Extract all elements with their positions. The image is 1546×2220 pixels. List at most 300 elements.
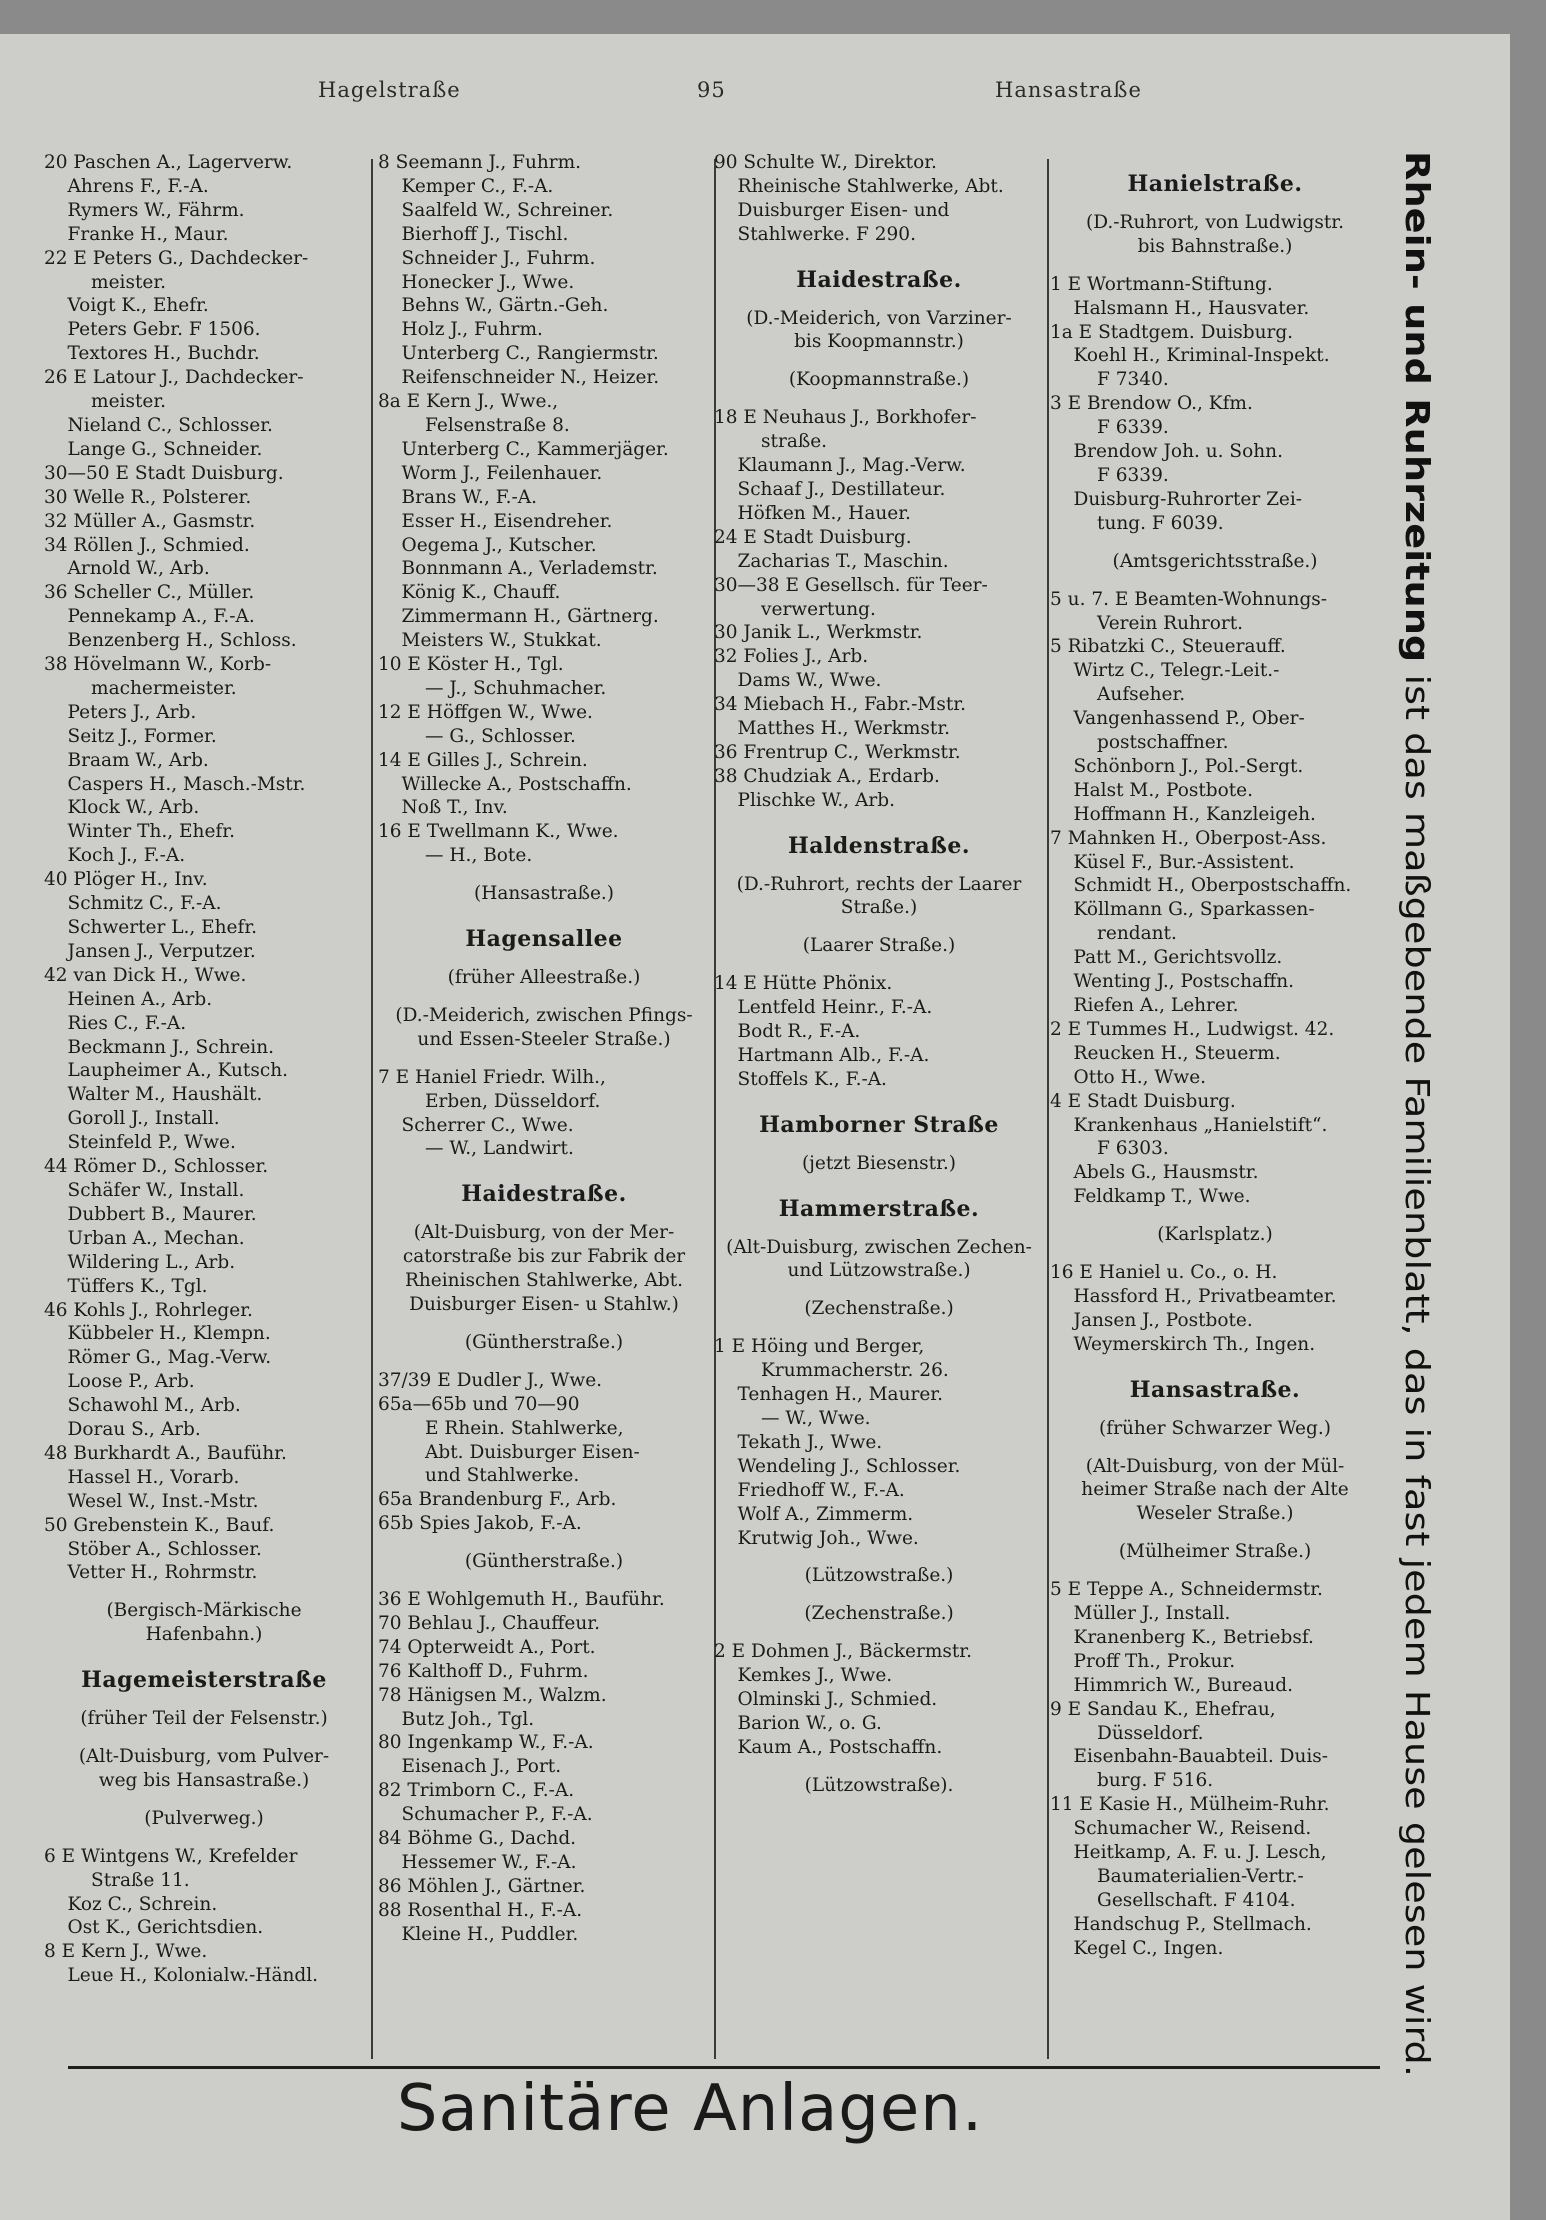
directory-entry: 5 E Teppe A., Schneidermstr. [1050,1579,1323,1601]
directory-entry: Seitz J., Former. [44,725,217,747]
directory-entry: Römer G., Mag.-Verw. [44,1347,272,1369]
street-heading: Hammerstraße. [778,1195,980,1222]
directory-entry: Baumaterialien-Vertr.- [1050,1866,1304,1887]
svg-text:Rhein- und Ruhrzeitung ist das [1398,151,1437,2077]
directory-entry: Voigt K., Ehefr. [44,295,209,317]
street-note: (Zechenstraße.) [804,1603,954,1625]
directory-entry: Brans W., F.-A. [378,486,538,508]
directory-entry: — W., Landwirt. [378,1138,574,1160]
directory-entry: 90 Schulte W., Direktor. [714,152,937,173]
directory-entry: 65b Spies Jakob, F.-A. [378,1513,582,1535]
directory-entry: Wirtz C., Telegr.-Leit.- [1050,660,1280,682]
street-note: bis Bahnstraße.) [1137,235,1293,257]
directory-entry: Barion W., o. G. [714,1712,882,1734]
directory-entry: König K., Chauff. [378,582,561,604]
directory-entry: Olminski J., Schmied. [714,1689,938,1711]
spacer [44,1731,364,1745]
directory-entry: 44 Römer D., Schlosser. [44,1156,269,1178]
directory-entry: Friedhoff W., F.-A. [714,1479,905,1501]
directory-entry: 16 E Haniel u. Co., o. H. [1050,1262,1278,1284]
directory-entry: 16 E Twellmann K., Wwe. [378,821,619,843]
spacer [1050,1526,1380,1540]
directory-entry: 8 Seemann J., Fuhrm. [378,152,582,173]
directory-entry: 1 E Wortmann-Stiftung. [1050,273,1273,295]
directory-entry: Tenhagen H., Maurer. [714,1384,943,1406]
directory-entry: F 7340. [1050,369,1169,391]
directory-entry: 36 Frentrup C., Werkmstr. [714,741,961,763]
directory-entry: Esser H., Eisendreher. [378,510,613,532]
directory-entry: 24 E Stadt Duisburg. [714,526,912,548]
directory-entry: 3 E Brendow O., Kfm. [1050,393,1253,415]
directory-entry: Holz J., Fuhrm. [378,319,543,341]
directory-entry: 30 Janik L., Werkmstr. [714,622,923,644]
street-heading: Hansastraße. [1129,1376,1301,1403]
street-note: (Hansastraße.) [473,883,615,905]
directory-entry: Textores H., Buchdr. [44,343,260,365]
directory-entry: Urban A., Mechan. [44,1227,245,1249]
directory-entry: Butz Joh., Tgl. [378,1708,535,1730]
street-note: (Zechenstraße.) [804,1298,954,1320]
directory-entry: 70 Behlau J., Chauffeur. [378,1612,600,1634]
directory-entry: 7 E Haniel Friedr. Wilh., [378,1066,606,1088]
directory-entry: Weymerskirch Th., Ingen. [1050,1333,1316,1355]
spacer [714,958,1044,972]
directory-entry: Hassford H., Privatbeamter. [1050,1285,1337,1307]
street-note: (Mülheimer Straße.) [1118,1541,1312,1563]
directory-entry: F 6339. [1050,464,1169,486]
directory-entry: Steinfeld P., Wwe. [44,1132,236,1154]
directory-entry: Wesel W., Inst.-Mstr. [44,1490,259,1512]
street-heading: Haldenstraße. [787,832,971,859]
spacer [1050,536,1380,550]
directory-entry: F 6339. [1050,417,1169,439]
street-note: und Lützowstraße.) [787,1260,971,1282]
street-heading: Hagensallee [465,926,623,953]
directory-entry: 20 Paschen A., Lagerverw. [44,152,293,173]
street-note: (früher Alleestraße.) [447,967,641,988]
directory-entry: Schönborn J., Pol.-Sergt. [1050,755,1304,777]
directory-entry: 5 u. 7. E Beamten-Wohnungs- [1050,588,1328,610]
spacer [1050,574,1380,588]
street-note: heimer Straße nach der Alte [1081,1479,1349,1501]
directory-entry: Kübbeler H., Klempn. [44,1323,271,1345]
directory-entry: Müller J., Install. [1050,1603,1231,1625]
directory-entry: 8 E Kern J., Wwe. [44,1941,208,1963]
directory-entry: Stahlwerke. F 290. [714,223,916,245]
directory-entry: Kleine H., Puddler. [378,1923,579,1945]
spacer [378,1052,710,1066]
directory-entry: Köllmann G., Sparkassen- [1050,899,1315,921]
street-note: Rheinischen Stahlwerke, Abt. [404,1270,684,1292]
street-note: (Alt-Duisburg, von der Mül- [1085,1455,1345,1477]
directory-entry: Behns W., Gärtn.-Geh. [378,295,609,317]
spacer [1050,1441,1380,1455]
street-note: (Alt-Duisburg, vom Pulver- [78,1746,330,1767]
directory-entry: Hassel H., Vorarb. [44,1466,240,1488]
directory-entry: Kegel C., Ingen. [1050,1937,1224,1959]
directory-entry: 4 E Stadt Duisburg. [1050,1090,1236,1112]
directory-entry: Matthes H., Werkmstr. [714,718,951,740]
column-divider [1047,159,1049,2059]
directory-entry: Koz C., Schrein. [44,1893,218,1915]
spacer [378,1317,710,1331]
directory-entry: Tekath J., Wwe. [714,1431,883,1453]
header-left: Hagelstraße [318,78,461,102]
directory-entry: Straße 11. [44,1869,190,1891]
directory-entry: 30 Welle R., Polsterer. [44,486,252,508]
directory-entry: 42 van Dick H., Wwe. [44,964,247,986]
directory-entry: Hartmann Alb., F.-A. [714,1045,930,1066]
column-4 [1050,151,1380,1961]
directory-entry: Bodt R., F.-A. [714,1021,861,1043]
bottom-rule [68,2066,1380,2069]
street-note: (Alt-Duisburg, von der Mer- [413,1222,675,1244]
street-note: (Alt-Duisburg, zwischen Zechen- [726,1236,1032,1258]
spacer [714,1760,1044,1774]
directory-entry: rendant. [1050,923,1177,945]
directory-entry: Proff Th., Prokur. [1050,1650,1236,1672]
directory-entry: Goroll J., Install. [44,1108,220,1130]
directory-entry: 88 Rosenthal H., F.-A. [378,1899,583,1921]
street-note: und Essen-Steeler Straße.) [417,1028,671,1050]
street-note: (Lützowstraße.) [804,1565,954,1587]
directory-entry: Wendeling J., Schlosser. [714,1455,961,1477]
spacer [378,1574,710,1588]
directory-entry: Dams W., Wwe. [714,670,882,692]
directory-entry: Walter M., Haushält. [44,1084,263,1106]
directory-entry: Unterberg C., Kammerjäger. [378,438,669,460]
directory-entry: 32 Folies J., Arb. [714,646,869,668]
spacer [714,1588,1044,1602]
street-note: (Koopmannstraße.) [788,369,970,391]
directory-entry: Jansen J., Postbote. [1050,1309,1253,1331]
column-1 [44,151,364,1988]
directory-entry: Rymers W., Fährm. [44,199,245,221]
header-right: Hansastraße [995,78,1142,102]
directory-entry: Verein Ruhrort. [1050,612,1244,634]
directory-entry: 76 Kalthoff D., Fuhrm. [378,1660,589,1682]
spacer [44,1793,364,1807]
directory-entry: 84 Böhme G., Dachd. [378,1828,577,1850]
street-note: (früher Schwarzer Weg.) [1099,1417,1331,1439]
spacer [714,1283,1044,1297]
directory-entry: 34 Miebach H., Fabr.-Mstr. [714,694,966,716]
directory-entry: Patt M., Gerichtsvollz. [1050,947,1283,969]
directory-entry: 2 E Tummes H., Ludwigst. 42. [1050,1018,1335,1040]
directory-page [0,34,1510,2220]
directory-entry: Franke H., Maur. [44,223,229,245]
directory-entry: Abt. Duisburger Eisen- [378,1441,640,1463]
directory-entry: Schumacher P., F.-A. [378,1804,593,1826]
spacer [714,1626,1044,1640]
street-note: Weseler Straße.) [1136,1503,1294,1525]
directory-entry: Kranenberg K., Betriebsf. [1050,1626,1314,1648]
directory-entry: 78 Hänigsen M., Walzm. [378,1684,607,1706]
directory-entry: Bonnmann A., Verlademstr. [378,558,658,580]
street-note: (Güntherstraße.) [464,1331,624,1353]
side-advertisement-banner [1394,151,1440,2079]
directory-entry: Peters Gebr. F 1506. [44,319,261,341]
street-note: (D.-Meiderich, zwischen Pfings- [395,1004,693,1026]
directory-entry: Höfken M., Hauer. [714,502,911,524]
directory-entry: Krankenhaus „Hanielstift“. [1050,1114,1328,1136]
directory-entry: 74 Opterweidt A., Port. [378,1636,596,1658]
street-heading: Hagemeisterstraße [81,1667,327,1694]
directory-entry: 10 E Köster H., Tgl. [378,654,564,676]
directory-entry: Eisenach J., Port. [378,1756,562,1778]
directory-entry: — J., Schuhmacher. [378,677,607,699]
directory-entry: Duisburger Eisen- und [714,199,950,221]
directory-entry: Reifenschneider N., Heizer. [378,367,660,389]
directory-entry: Ost K., Gerichtsdien. [44,1917,264,1939]
directory-entry: Koch J., F.-A. [44,845,186,867]
spacer [714,1550,1044,1564]
directory-entry: Klock W., Arb. [44,797,200,819]
directory-entry: Krutwig Joh., Wwe. [714,1527,919,1549]
directory-entry: Schneider J., Fuhrm. [378,247,596,269]
street-note: Straße.) [840,897,918,919]
directory-entry: Caspers H., Masch.-Mstr. [44,773,306,795]
directory-entry: Heinen A., Arb. [44,988,213,1010]
directory-entry: Oegema J., Kutscher. [378,534,597,556]
spacer [714,920,1044,934]
directory-entry: verwertung. [714,598,876,620]
directory-entry: Halst M., Postbote. [1050,779,1254,801]
directory-entry: Worm J., Feilenhauer. [378,462,603,484]
directory-entry: Reucken H., Steuerm. [1050,1042,1281,1064]
directory-entry: Kemper C., F.-A. [378,175,554,197]
directory-entry: 36 E Wohlgemuth H., Bauführ. [378,1589,665,1611]
spacer [714,354,1044,368]
advertisement-text: Sanitäre Anlagen. [396,2072,984,2146]
directory-entry: Pennekamp A., F.-A. [44,606,255,628]
directory-entry: Lentfeld Heinr., F.-A. [714,997,933,1019]
directory-entry: E Rhein. Stahlwerke, [378,1417,624,1439]
directory-entry: Wolf A., Zimmerm. [714,1503,914,1525]
directory-entry: postschaffner. [1050,732,1229,754]
directory-entry: Otto H., Wwe. [1050,1066,1207,1088]
directory-entry: — G., Schlosser. [378,725,576,747]
directory-entry: Schwerter L., Ehefr. [44,917,258,938]
directory-entry: 37/39 E Dudler J., Wwe. [378,1369,603,1391]
directory-entry: Unterberg C., Rangiermstr. [378,343,659,365]
column-2 [378,151,710,1947]
street-heading: Haidestraße. [796,266,962,293]
directory-entry: 1a E Stadtgem. Duisburg. [1050,321,1294,343]
directory-entry: Kemkes J., Wwe. [714,1665,893,1687]
directory-entry: 11 E Kasie H., Mülheim-Ruhr. [1050,1794,1330,1816]
directory-entry: 36 Scheller C., Müller. [44,582,255,604]
spacer [1050,1564,1380,1578]
directory-entry: tung. F 6039. [1050,512,1224,534]
directory-entry: Leue H., Kolonialw.-Händl. [44,1965,319,1987]
directory-entry: burg. F 516. [1050,1770,1214,1792]
directory-entry: F 6303. [1050,1138,1169,1160]
street-note: (D.-Ruhrort, rechts der Laarer [736,873,1022,895]
directory-entry: Ries C., F.-A. [44,1012,187,1034]
spacer [1050,259,1380,273]
street-note: (Pulverweg.) [144,1807,264,1829]
page-number: 95 [697,78,726,102]
directory-entry: Vangenhassend P., Ober- [1050,708,1305,730]
street-note: (früher Teil der Felsenstr.) [80,1708,328,1730]
spacer [1050,1209,1380,1223]
directory-entry: machermeister. [44,677,237,699]
directory-entry: 32 Müller A., Gasmstr. [44,510,256,532]
directory-entry: Schaaf J., Destillateur. [714,478,946,500]
directory-entry: 7 Mahnken H., Oberpost-Ass. [1050,827,1327,849]
spacer [378,868,710,882]
directory-entry: Aufseher. [1050,684,1186,706]
directory-entry: 38 Chudziak A., Erdarb. [714,765,940,787]
directory-entry: Krummacherstr. 26. [714,1360,949,1382]
directory-entry: Himmrich W., Bureaud. [1050,1674,1293,1696]
street-note: (Karlsplatz.) [1157,1224,1273,1246]
directory-entry: Plischke W., Arb. [714,789,895,811]
directory-entry: und Stahlwerke. [378,1465,580,1487]
directory-entry: 14 E Gilles J., Schrein. [378,749,588,771]
directory-entry: Willecke A., Postschaffn. [378,773,632,795]
directory-entry: Schmitz C., F.-A. [44,893,222,915]
street-note: (D.-Meiderich, von Varziner- [746,307,1012,329]
directory-entry: Erben, Düsseldorf. [378,1090,601,1112]
directory-entry: Halsmann H., Hausvater. [1050,297,1310,319]
directory-entry: Rheinische Stahlwerke, Abt. [714,175,1004,197]
spacer [714,1321,1044,1335]
directory-entry: Brendow Joh. u. Sohn. [1050,441,1283,463]
street-note: (Bergisch-Märkische [106,1600,302,1622]
spacer [378,1355,710,1369]
column-divider [371,159,373,2059]
directory-entry: Riefen A., Lehrer. [1050,995,1239,1016]
directory-entry: 18 E Neuhaus J., Borkhofer- [714,407,977,429]
directory-entry: Winter Th., Ehefr. [44,821,235,843]
street-note: (Laarer Straße.) [802,935,956,957]
directory-entry: Beckmann J., Schrein. [44,1036,274,1058]
spacer [1050,1247,1380,1261]
directory-entry: 5 Ribatzki C., Steuerauff. [1050,636,1286,658]
directory-entry: Düsseldorf. [1050,1722,1204,1744]
directory-entry: Saalfeld W., Schreiner. [378,199,614,221]
directory-entry: 12 E Höffgen W., Wwe. [378,701,593,723]
directory-entry: Schäfer W., Install. [44,1179,245,1201]
street-heading: Hamborner Straße [759,1111,999,1138]
street-note: (Amtsgerichtsstraße.) [1112,550,1318,572]
banner-bold-text: Rhein- und Ruhrzeitung [1398,151,1437,593]
spacer [378,1536,710,1550]
spacer [44,1585,364,1599]
directory-entry: Noß T., Inv. [378,797,508,819]
directory-entry: Wenting J., Postschaffn. [1050,971,1295,993]
directory-entry: Feldkamp T., Wwe. [1050,1186,1251,1208]
spacer [714,392,1044,406]
directory-entry: — W., Wwe. [714,1407,871,1429]
directory-entry: Gesellschaft. F 4104. [1050,1889,1296,1911]
directory-entry: 22 E Peters G., Dachdecker- [44,247,309,269]
street-note: (D.-Ruhrort, von Ludwigstr. [1086,211,1344,233]
directory-entry: Handschug P., Stellmach. [1050,1913,1312,1935]
directory-entry: Eisenbahn-Bauabteil. Duis- [1050,1746,1329,1768]
directory-entry: 80 Ingenkamp W., F.-A. [378,1732,594,1754]
directory-entry: Laupheimer A., Kutsch. [44,1060,289,1082]
directory-entry: Felsenstraße 8. [378,414,570,436]
directory-entry: Meisters W., Stukkat. [378,630,602,652]
directory-entry: Stöber A., Schlosser. [44,1538,262,1560]
directory-entry: Schumacher W., Reisend. [1050,1818,1312,1840]
directory-entry: Scherrer C., Wwe. [378,1114,574,1136]
directory-entry: Bierhoff J., Tischl. [378,223,569,245]
directory-entry: Schmidt H., Oberpostschaffn. [1050,875,1352,897]
directory-entry: 1 E Höing und Berger, [714,1336,925,1358]
directory-entry: Lange G., Schneider. [44,438,263,460]
street-note: (Lützowstraße). [804,1774,954,1796]
spacer [44,1831,364,1845]
directory-entry: Peters J., Arb. [44,701,197,723]
directory-entry: Duisburg-Ruhrorter Zei- [1050,488,1303,510]
directory-entry: 14 E Hütte Phönix. [714,973,893,995]
directory-entry: 8a E Kern J., Wwe., [378,391,559,413]
directory-entry: Küsel F., Bur.-Assistent. [1050,851,1295,873]
directory-entry: — H., Bote. [378,845,533,867]
directory-entry: 6 E Wintgens W., Krefelder [44,1845,298,1867]
column-3 [714,151,1044,1798]
directory-entry: meister. [44,271,167,293]
directory-entry: Nieland C., Schlosser. [44,414,273,436]
street-note: Hafenbahn.) [145,1624,263,1646]
directory-entry: Zimmermann H., Gärtnerg. [378,606,659,628]
directory-entry: Hessemer W., F.-A. [378,1852,577,1873]
directory-entry: Hoffmann H., Kanzleigeh. [1050,803,1316,825]
directory-entry: Braam W., Arb. [44,749,209,771]
directory-entry: straße. [714,431,828,453]
spacer [378,990,710,1004]
directory-entry: 30—50 E Stadt Duisburg. [44,462,284,484]
directory-entry: Ahrens F., F.-A. [44,175,209,197]
directory-entry: 65a Brandenburg F., Arb. [378,1489,617,1511]
directory-entry: Zacharias T., Maschin. [714,550,949,572]
directory-entry: 46 Kohls J., Rohrleger. [44,1299,253,1321]
directory-entry: Klaumann J., Mag.-Verw. [714,455,966,477]
directory-entry: Tüffers K., Tgl. [44,1275,208,1297]
directory-entry: Loose P., Arb. [44,1371,195,1393]
directory-entry: 38 Hövelmann W., Korb- [44,654,272,676]
directory-entry: Vetter H., Rohrmstr. [44,1562,258,1584]
directory-entry: Stoffels K., F.-A. [714,1068,887,1090]
directory-entry: 82 Trimborn C., F.-A. [378,1780,575,1802]
directory-entry: 48 Burkhardt A., Bauführ. [44,1442,287,1464]
directory-entry: Kaum A., Postschaffn. [714,1736,943,1758]
directory-entry: Dorau S., Arb. [44,1419,201,1441]
directory-entry: Heitkamp, A. F. u. J. Lesch, [1050,1842,1327,1864]
directory-entry: 65a—65b und 70—90 [378,1393,580,1415]
directory-entry: Dubbert B., Maurer. [44,1203,257,1225]
street-heading: Hanielstraße. [1127,171,1303,197]
directory-entry: Schawohl M., Arb. [44,1395,241,1417]
street-note: bis Koopmannstr.) [794,331,964,353]
banner-text: ist das maßgebende Familienblatt, das in fast jedem Hause gelesen wird. [1398,662,1437,1884]
directory-entry: Honecker J., Wwe. [378,271,575,293]
directory-entry: 50 Grebenstein K., Bauf. [44,1514,275,1536]
directory-entry: 26 E Latour J., Dachdecker- [44,367,304,389]
directory-entry: meister. [44,391,167,413]
street-heading: Haidestraße. [461,1181,627,1208]
directory-entry: Arnold W., Arb. [44,558,210,580]
directory-entry: 34 Röllen J., Schmied. [44,534,250,556]
street-note: (Güntherstraße.) [464,1551,624,1573]
street-note: catorstraße bis zur Fabrik der [402,1246,686,1268]
directory-entry: 30—38 E Gesellsch. für Teer- [714,574,988,596]
directory-entry: 40 Plöger H., Inv. [44,869,208,891]
